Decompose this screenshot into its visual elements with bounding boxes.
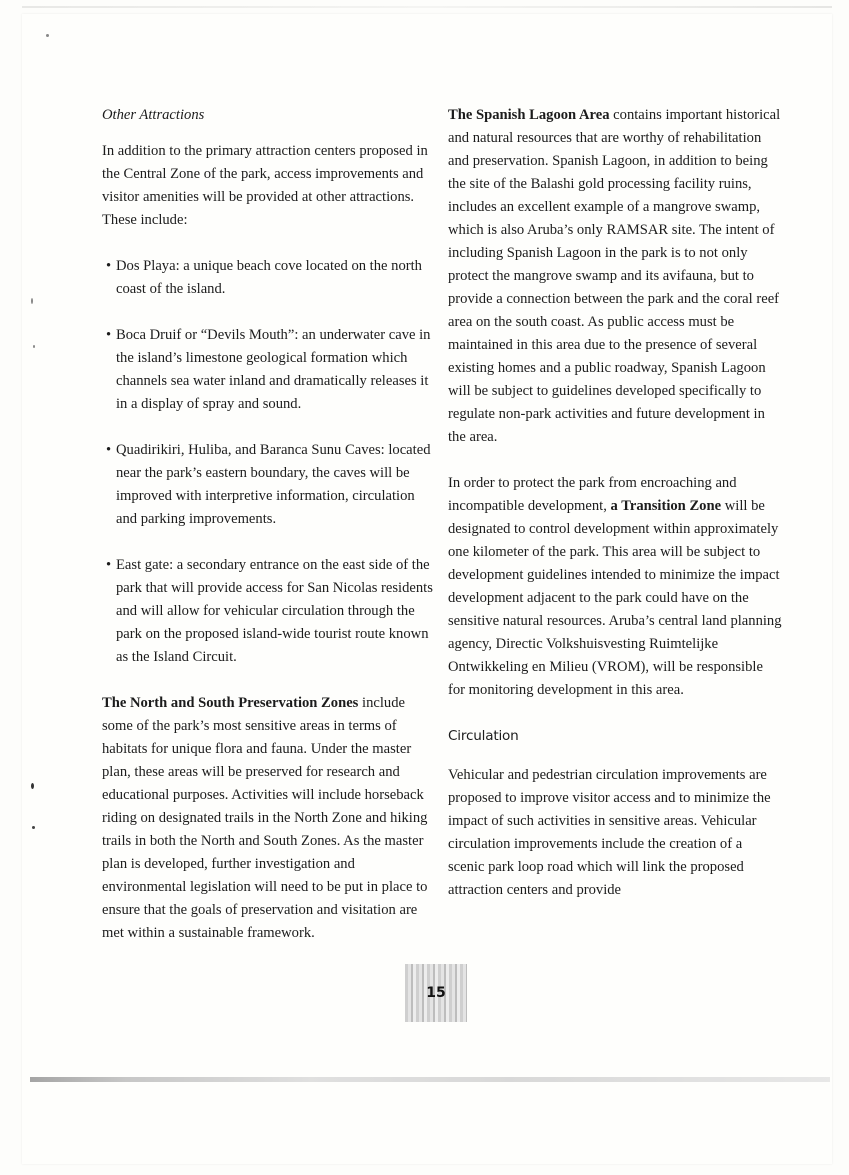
transition-zone-paragraph: [448, 472, 782, 702]
bullet-item: [102, 324, 434, 416]
left-column: [102, 104, 434, 968]
bullet-text: Dos Playa: a unique beach cove located on the north coast of the island.: [116, 258, 422, 297]
scan-speck: [32, 826, 35, 829]
bullet-item: [102, 255, 434, 301]
scan-bottom-rule: [30, 1077, 830, 1082]
spanish-lagoon-paragraph: [448, 104, 782, 449]
bullet-icon: •: [106, 557, 112, 573]
transition-zone-text-pre: In order to protect the park from encroaching and incompatible development,: [448, 475, 737, 514]
preservation-zones-term: The North and South Preservation Zones: [102, 695, 359, 711]
circulation-paragraph: Vehicular and pedestrian circulation improvements are proposed to improve visitor access and to minimize the impact of such activities in sensitive areas. Vehicular circulation improvements include the creation of a scenic park loop road which will link the proposed attraction centers and provide: [448, 767, 771, 898]
spanish-lagoon-text: contains important historical and natural resources that are worthy of rehabilitation and preservation. Spanish Lagoon, in addition to being the site of the Balashi gold processing facility ruins, includes an excellent example of a mangrove swamp, which is also Aruba’s only RAMSAR site. The intent of including Spanish Lagoon in the park is to not only protect the mangrove swamp and its avifauna, but to provide a connection between the park and the coral reef area on the south coast. As public access must be maintained in this area due to the presence of several existing homes and a public roadway, Spanish Lagoon will be subject to guidelines developed specifically to regulate non-park activities and future development in the area.: [448, 107, 781, 445]
scan-speck: [31, 783, 34, 789]
right-column: [448, 104, 782, 925]
preservation-zones-text: include some of the park’s most sensitive areas in terms of habitats for unique flora and fauna. Under the master plan, these areas will be preserved for research and educational purposes. Activities will include horseback riding on designated trails in the North Zone and hiking trails in both the North and South Zones. As the master plan is developed, further investigation and environmental legislation will need to be put in place to ensure that the goals of preservation and visitation are met within a sustainable framework.: [102, 695, 428, 941]
section-heading-circulation: Circulation: [448, 728, 519, 744]
bullet-icon: •: [106, 327, 112, 343]
bullet-text: East gate: a secondary entrance on the east side of the park that will provide access for San Nicolas residents and will allow for vehicular circulation through the park on the proposed island-wide tourist route known as the Island Circuit.: [116, 557, 433, 665]
transition-zone-term: a Transition Zone: [610, 498, 722, 514]
scan-speck: [31, 298, 33, 304]
intro-paragraph: In addition to the primary attraction centers proposed in the Central Zone of the park, access improvements and visitor amenities will be provided at other attractions. These include:: [102, 143, 428, 228]
page-number: 15: [426, 985, 446, 1001]
page-number-box: [405, 964, 467, 1022]
preservation-zones-paragraph: [102, 692, 434, 945]
scan-top-edge: [22, 6, 832, 8]
scan-speck: [33, 345, 35, 348]
bullet-icon: •: [106, 442, 112, 458]
bullet-text: Boca Druif or “Devils Mouth”: an underwater cave in the island’s limestone geological formation which channels sea water inland and dramatically releases it in a display of spray and sound.: [116, 327, 431, 412]
transition-zone-text-post: will be designated to control development within approximately one kilometer of the park. This area will be subject to development guidelines intended to minimize the impact development adjacent to the park could have on the sensitive natural resources. Aruba’s central land planning agency, Directic Volkshuisvesting Ruimtelijke Ontwikkeling en Milieu (VROM), will be responsible for monitoring development in this area.: [448, 498, 782, 698]
section-heading-other-attractions: Other Attractions: [102, 107, 205, 123]
bullet-item: [102, 554, 434, 669]
bullet-icon: •: [106, 258, 112, 274]
bullet-text: Quadirikiri, Huliba, and Baranca Sunu Caves: located near the park’s eastern boundary, the caves will be improved with interpretive information, circulation and parking improvements.: [116, 442, 431, 527]
scan-speck: [46, 34, 49, 37]
spanish-lagoon-term: The Spanish Lagoon Area: [448, 107, 610, 123]
bullet-item: [102, 439, 434, 531]
